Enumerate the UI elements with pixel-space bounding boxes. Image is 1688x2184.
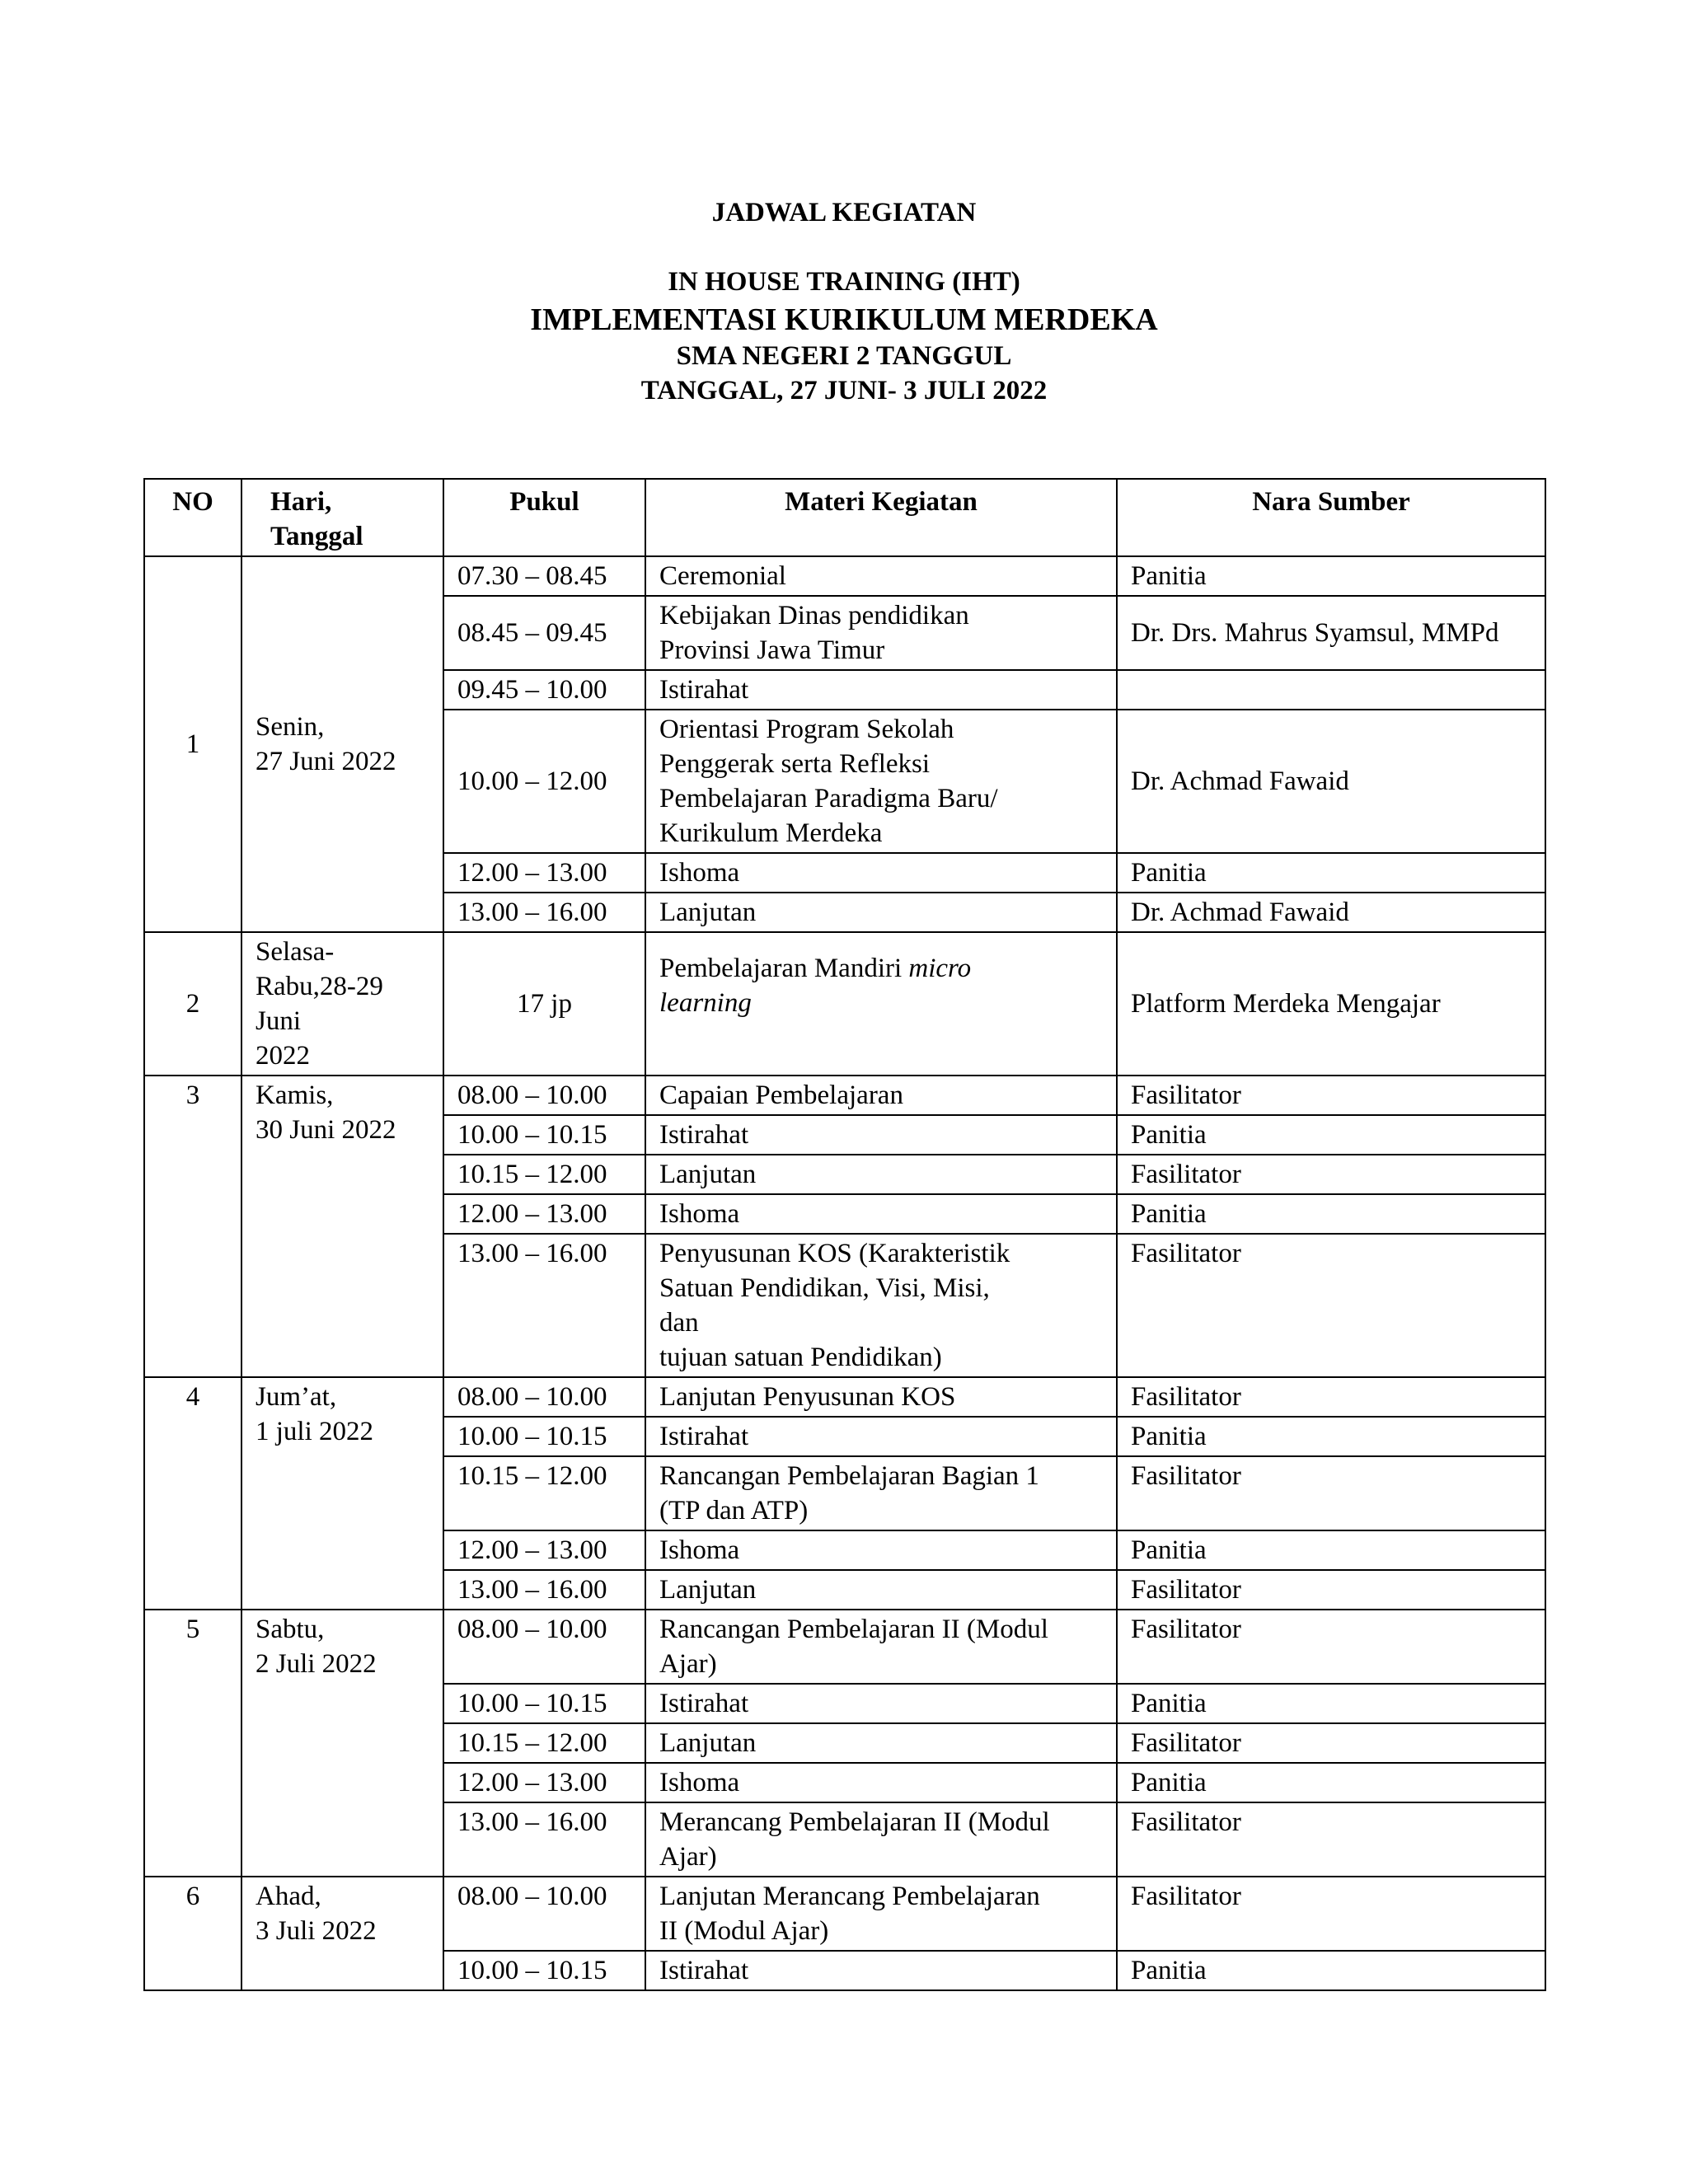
header-nara-sumber: Nara Sumber: [1117, 479, 1545, 556]
header-no: NO: [144, 479, 241, 556]
cell-nara-sumber: Dr. Achmad Fawaid: [1117, 710, 1545, 853]
materi-line: Istirahat: [659, 675, 749, 705]
materi-line: tujuan satuan Pendidikan): [659, 1343, 942, 1372]
cell-no: 5: [144, 1610, 241, 1877]
materi-line: Ajar): [659, 1842, 717, 1872]
table-header-row: [144, 479, 1545, 556]
cell-materi: [645, 1234, 1117, 1377]
cell-no: 4: [144, 1377, 241, 1610]
cell-nara-sumber: Panitia: [1117, 1530, 1545, 1570]
cell-nara-sumber: Panitia: [1117, 1417, 1545, 1456]
materi-line: Lanjutan Merancang Pembelajaran: [659, 1882, 1040, 1911]
cell-time: 08.45 – 09.45: [443, 596, 645, 670]
materi-line: Istirahat: [659, 1956, 749, 1985]
table-row: [144, 556, 1545, 596]
materi-line: Penyusunan KOS (Karakteristik: [659, 1239, 1010, 1268]
cell-time: 10.15 – 12.00: [443, 1723, 645, 1763]
cell-day: [241, 1076, 443, 1377]
cell-time: 10.15 – 12.00: [443, 1456, 645, 1530]
cell-materi: [645, 1570, 1117, 1610]
materi-line: Lanjutan: [659, 1575, 757, 1605]
schedule-table: [143, 478, 1546, 1991]
schedule-body: [144, 556, 1545, 1990]
day-line: Sabtu,: [256, 1615, 325, 1644]
cell-no: 1: [144, 556, 241, 932]
cell-time: 10.00 – 12.00: [443, 710, 645, 853]
header-hari-tanggal: [241, 479, 443, 556]
cell-materi: [645, 1194, 1117, 1234]
cell-nara-sumber: Panitia: [1117, 1194, 1545, 1234]
cell-materi: [645, 1076, 1117, 1115]
cell-time: 12.00 – 13.00: [443, 853, 645, 893]
cell-materi: [645, 1802, 1117, 1877]
cell-day: [241, 1610, 443, 1877]
table-row: [144, 1377, 1545, 1417]
materi-line: II (Modul Ajar): [659, 1916, 829, 1946]
cell-materi: [645, 1610, 1117, 1684]
cell-materi: [645, 710, 1117, 853]
cell-materi: [645, 1723, 1117, 1763]
document-title: JADWAL KEGIATAN: [711, 198, 977, 227]
cell-nara-sumber: Platform Merdeka Mengajar: [1117, 932, 1545, 1076]
cell-materi: [645, 853, 1117, 893]
cell-time: 17 jp: [443, 932, 645, 1076]
cell-materi: [645, 1684, 1117, 1723]
day-line: Kamis,: [256, 1080, 334, 1110]
materi-line: Istirahat: [659, 1120, 749, 1150]
header-pukul: Pukul: [443, 479, 645, 556]
day-line: Selasa-: [256, 937, 335, 967]
day-line: Rabu,28-29: [256, 972, 383, 1001]
cell-day: [241, 932, 443, 1076]
materi-line: Orientasi Program Sekolah: [659, 715, 954, 744]
cell-materi: [645, 932, 1117, 1076]
materi-italic-text: micro: [908, 954, 972, 983]
cell-time: 12.00 – 13.00: [443, 1194, 645, 1234]
cell-time: 07.30 – 08.45: [443, 556, 645, 596]
cell-time: 08.00 – 10.00: [443, 1610, 645, 1684]
materi-line: (TP dan ATP): [659, 1496, 809, 1526]
cell-nara-sumber: Panitia: [1117, 1115, 1545, 1155]
day-line: Ahad,: [256, 1882, 321, 1911]
cell-nara-sumber: Panitia: [1117, 1951, 1545, 1990]
cell-nara-sumber: [1117, 670, 1545, 710]
materi-line: Ceremonial: [659, 561, 786, 591]
materi-line: Istirahat: [659, 1422, 749, 1451]
cell-time: 09.45 – 10.00: [443, 670, 645, 710]
table-row: [144, 1877, 1545, 1951]
materi-line: Provinsi Jawa Timur: [659, 635, 885, 665]
day-line: Senin,: [256, 712, 325, 742]
cell-nara-sumber: Fasilitator: [1117, 1610, 1545, 1684]
cell-nara-sumber: Fasilitator: [1117, 1723, 1545, 1763]
materi-line: Lanjutan: [659, 1728, 757, 1758]
materi-line: Penggerak serta Refleksi: [659, 749, 931, 779]
cell-materi: [645, 1115, 1117, 1155]
cell-materi: [645, 1417, 1117, 1456]
cell-nara-sumber: Fasilitator: [1117, 1877, 1545, 1951]
cell-materi: [645, 556, 1117, 596]
cell-time: 13.00 – 16.00: [443, 1570, 645, 1610]
cell-materi: [645, 1951, 1117, 1990]
cell-day: [241, 1377, 443, 1610]
header-hari-line1: Hari,: [270, 487, 332, 517]
cell-nara-sumber: Fasilitator: [1117, 1456, 1545, 1530]
materi-line: learning: [659, 988, 752, 1018]
cell-time: 13.00 – 16.00: [443, 1234, 645, 1377]
materi-line: Ajar): [659, 1649, 717, 1679]
cell-time: 08.00 – 10.00: [443, 1877, 645, 1951]
cell-nara-sumber: Fasilitator: [1117, 1377, 1545, 1417]
materi-line: Rancangan Pembelajaran II (Modul: [659, 1615, 1048, 1644]
cell-materi: [645, 1456, 1117, 1530]
materi-line: Satuan Pendidikan, Visi, Misi,: [659, 1273, 990, 1303]
cell-time: 08.00 – 10.00: [443, 1377, 645, 1417]
materi-line: dan: [659, 1308, 699, 1338]
cell-time: 10.00 – 10.15: [443, 1417, 645, 1456]
materi-line: Capaian Pembelajaran: [659, 1080, 903, 1110]
school-name: SMA NEGERI 2 TANGGUL: [676, 341, 1012, 371]
materi-line: [659, 951, 1103, 986]
cell-materi: [645, 670, 1117, 710]
cell-no: 3: [144, 1076, 241, 1377]
materi-text: Pembelajaran Mandiri: [659, 954, 909, 983]
cell-materi: [645, 1763, 1117, 1802]
day-line: 2 Juli 2022: [256, 1649, 377, 1679]
cell-nara-sumber: Fasilitator: [1117, 1076, 1545, 1115]
cell-nara-sumber: Panitia: [1117, 1684, 1545, 1723]
cell-no: 6: [144, 1877, 241, 1990]
cell-materi: [645, 1155, 1117, 1194]
materi-line: Pembelajaran Paradigma Baru/: [659, 784, 998, 813]
cell-no: 2: [144, 932, 241, 1076]
cell-nara-sumber: Dr. Achmad Fawaid: [1117, 893, 1545, 932]
cell-nara-sumber: Fasilitator: [1117, 1234, 1545, 1377]
cell-time: 08.00 – 10.00: [443, 1076, 645, 1115]
materi-line: Kebijakan Dinas pendidikan: [659, 601, 969, 630]
date-range: TANGGAL, 27 JUNI- 3 JULI 2022: [640, 376, 1048, 405]
cell-time: 10.00 – 10.15: [443, 1115, 645, 1155]
cell-time: 10.15 – 12.00: [443, 1155, 645, 1194]
document-subtitle-curriculum: IMPLEMENTASI KURIKULUM MERDEKA: [530, 302, 1158, 337]
cell-day: [241, 1877, 443, 1990]
day-line: Juni: [256, 1006, 302, 1036]
materi-line: Ishoma: [659, 1768, 740, 1797]
materi-line: Ishoma: [659, 1199, 740, 1229]
day-line: 2022: [256, 1041, 310, 1071]
cell-materi: [645, 1530, 1117, 1570]
cell-nara-sumber: Fasilitator: [1117, 1570, 1545, 1610]
cell-nara-sumber: Fasilitator: [1117, 1802, 1545, 1877]
cell-time: 13.00 – 16.00: [443, 893, 645, 932]
cell-time: 12.00 – 13.00: [443, 1530, 645, 1570]
cell-nara-sumber: Dr. Drs. Mahrus Syamsul, MMPd: [1117, 596, 1545, 670]
materi-line: Lanjutan: [659, 898, 757, 927]
cell-materi: [645, 596, 1117, 670]
cell-time: 12.00 – 13.00: [443, 1763, 645, 1802]
table-row: [144, 932, 1545, 1076]
header-hari-line2: Tanggal: [270, 522, 363, 551]
day-line: 1 juli 2022: [256, 1417, 374, 1446]
materi-line: Ishoma: [659, 1535, 740, 1565]
cell-nara-sumber: Fasilitator: [1117, 1155, 1545, 1194]
materi-line: Merancang Pembelajaran II (Modul: [659, 1807, 1050, 1837]
day-line: 27 Juni 2022: [256, 747, 396, 776]
cell-nara-sumber: Panitia: [1117, 1763, 1545, 1802]
materi-line: Ishoma: [659, 858, 740, 888]
cell-materi: [645, 1877, 1117, 1951]
cell-time: 10.00 – 10.15: [443, 1951, 645, 1990]
header-materi: Materi Kegiatan: [645, 479, 1117, 556]
cell-nara-sumber: Panitia: [1117, 853, 1545, 893]
materi-line: Lanjutan: [659, 1160, 757, 1189]
cell-materi: [645, 893, 1117, 932]
materi-line: Rancangan Pembelajaran Bagian 1: [659, 1461, 1039, 1491]
day-line: Jum’at,: [256, 1382, 337, 1412]
cell-materi: [645, 1377, 1117, 1417]
cell-day: [241, 556, 443, 932]
materi-line: Istirahat: [659, 1689, 749, 1718]
cell-time: 10.00 – 10.15: [443, 1684, 645, 1723]
table-row: [144, 1610, 1545, 1684]
document-subtitle-iht: IN HOUSE TRAINING (IHT): [668, 267, 1020, 297]
table-row: [144, 1076, 1545, 1115]
cell-nara-sumber: Panitia: [1117, 556, 1545, 596]
materi-line: Kurikulum Merdeka: [659, 818, 883, 848]
cell-time: 13.00 – 16.00: [443, 1802, 645, 1877]
day-line: 30 Juni 2022: [256, 1115, 396, 1145]
materi-line: Lanjutan Penyusunan KOS: [659, 1382, 956, 1412]
day-line: 3 Juli 2022: [256, 1916, 377, 1946]
